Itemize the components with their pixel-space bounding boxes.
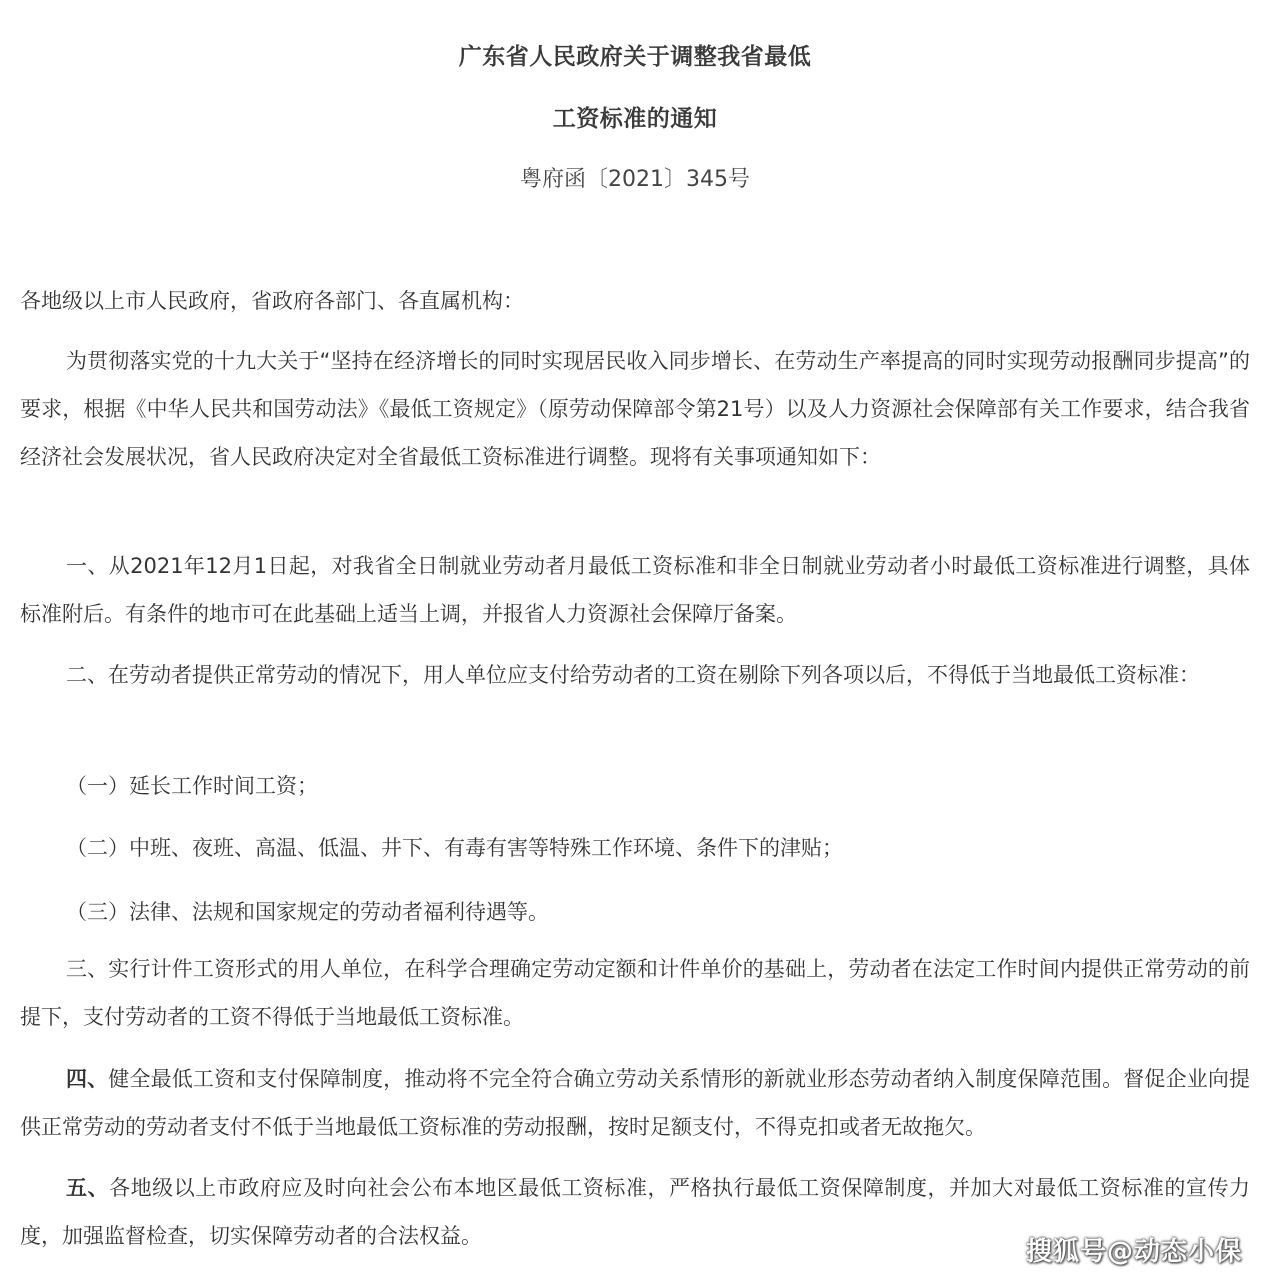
section-1-paragraph (20, 542, 1250, 638)
section-4-paragraph (20, 1055, 1250, 1151)
intro-paragraph (20, 337, 1250, 481)
sub-item-2: （二）中班、夜班、高温、低温、井下、有毒有害等特殊工作环境、条件下的津贴； (66, 836, 843, 860)
section-5-text: 各地级以上市政府应及时向社会公布本地区最低工资标准，严格执行最低工资保障制度，并加大对最低工资标准的宣传力度，加强监督检查，切实保障劳动者的合法权益。 (20, 1176, 1250, 1248)
section-3-text: 实行计件工资形式的用人单位，在科学合理确定劳动定额和计件单价的基础上，劳动者在法定工作时间内提供正常劳动的前提下，支付劳动者的工资不得低于当地最低工资标准。 (20, 957, 1251, 1029)
document-title-line-1: 广东省人民政府关于调整我省最低 (458, 44, 812, 70)
intro-text: 为贯彻落实党的十九大关于“坚持在经济增长的同时实现居民收入同步增长、在劳动生产率提高的同时实现劳动报酬同步提高”的要求，根据《中华人民共和国劳动法》《最低工资规定》（原劳动保障部令第21号）以及人力资源社会保障部有关工作要求，结合我省经济社会发展状况，省人民政府决定对全省最低工资标准进行调整。现将有关事项通知如下： (20, 349, 1250, 469)
section-2-text: 在劳动者提供正常劳动的情况下，用人单位应支付给劳动者的工资在剔除下列各项以后，不得低于当地最低工资标准： (108, 663, 1200, 687)
source-watermark: 搜狐号@动态小保 (1025, 1237, 1242, 1267)
document-title-line-2: 工资标准的通知 (552, 106, 718, 132)
section-4-text: 健全最低工资和支付保障制度，推动将不完全符合确立劳动关系情形的新就业形态劳动者纳入制度保障范围。督促企业向提供正常劳动的劳动者支付不低于当地最低工资标准的劳动报酬，按时足额支付，不得克扣或者无故拖欠。 (20, 1067, 1251, 1139)
document-number: 粤府函〔2021〕345号 (520, 167, 750, 192)
section-1-lead: 一、 (66, 554, 109, 578)
section-2-paragraph (20, 651, 1250, 699)
section-1-text: 从2021年12月1日起，对我省全日制就业劳动者月最低工资标准和非全日制就业劳动者小时最低工资标准进行调整，具体标准附后。有条件的地市可在此基础上适当上调，并报省人力资源社会保障厅备案。 (20, 554, 1251, 626)
section-3-paragraph (20, 945, 1250, 1041)
section-4-lead: 四、 (66, 1067, 109, 1091)
salutation: 各地级以上市人民政府，省政府各部门、各直属机构： (20, 289, 524, 313)
section-5-lead: 五、 (66, 1176, 110, 1200)
sub-item-3: （三）法律、法规和国家规定的劳动者福利待遇等。 (66, 900, 549, 924)
section-2-lead: 二、 (66, 663, 108, 687)
section-3-lead: 三、 (66, 957, 109, 981)
sub-item-1: （一）延长工作时间工资； (66, 774, 318, 798)
